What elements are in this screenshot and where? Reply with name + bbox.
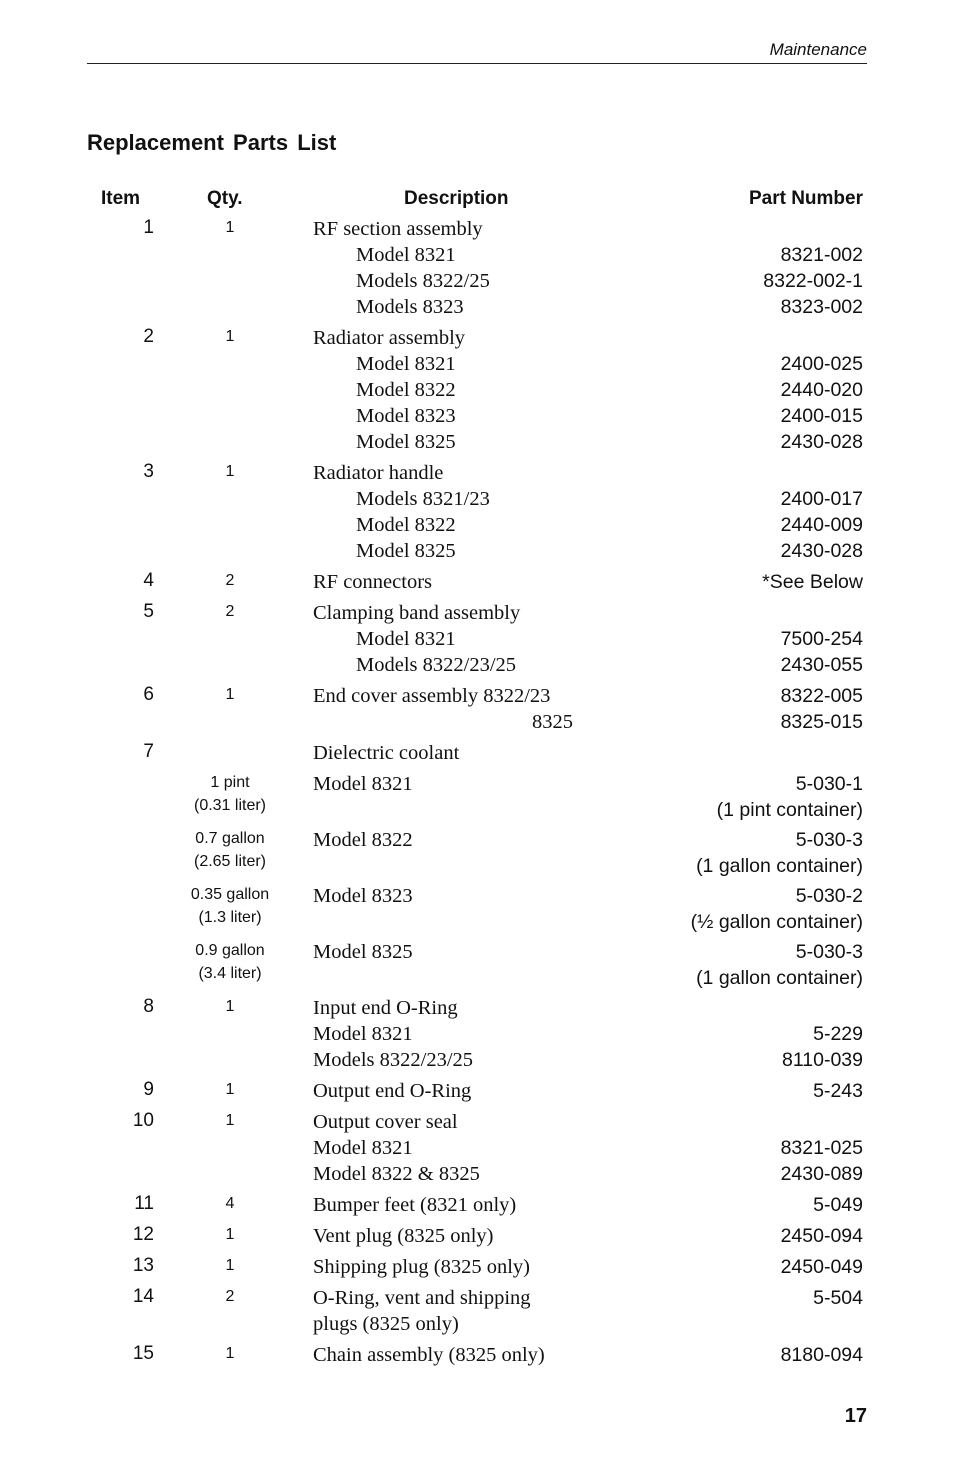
coolant-qty-amount: 0.7 gallon	[195, 830, 265, 847]
coolant-model: Model 8325	[313, 941, 413, 963]
sub-part-number: 2400-017	[780, 488, 863, 510]
sub-part-number	[643, 1311, 863, 1337]
sub-description: Model 8325	[356, 540, 456, 562]
item-qty	[154, 740, 306, 766]
sub-description: Model 8321	[313, 1023, 413, 1045]
table-row	[87, 683, 863, 740]
part-number-text: 8180-094	[780, 1344, 863, 1366]
table-row	[87, 325, 863, 460]
description-text: Input end O-Ring	[313, 997, 458, 1019]
qty-value: 1	[225, 686, 235, 703]
table-row	[87, 1109, 863, 1192]
item-description	[306, 1109, 643, 1187]
sub-description: Models 8323	[356, 296, 464, 318]
part-number-text: 5-504	[813, 1287, 863, 1309]
item-number: 3	[143, 461, 154, 482]
running-header	[87, 40, 867, 64]
coolant-row	[87, 939, 863, 995]
item-part-number	[643, 600, 863, 678]
item-part-number	[643, 1285, 863, 1337]
coolant-row	[87, 883, 863, 939]
item-part-number	[643, 325, 863, 455]
description-text: RF connectors	[313, 571, 432, 593]
sub-description: Model 8322	[356, 514, 456, 536]
description-text: Output cover seal	[313, 1111, 458, 1133]
item-qty	[154, 325, 306, 455]
description-text: Output end O-Ring	[313, 1080, 472, 1102]
coolant-qty	[154, 827, 306, 879]
table-row	[87, 1078, 863, 1109]
item-qty	[154, 216, 306, 320]
item-number: 8	[143, 996, 154, 1017]
sub-description: Models 8322/23/25	[313, 1049, 474, 1071]
item-qty	[154, 569, 306, 595]
sub-part-number: 2430-089	[780, 1163, 863, 1185]
qty-value: 1	[225, 463, 235, 480]
qty-value: 2	[225, 572, 235, 589]
sub-description: Model 8321	[356, 353, 456, 375]
coolant-row	[87, 827, 863, 883]
part-number-text	[643, 216, 863, 242]
header-section-name: Maintenance	[769, 40, 867, 59]
parts-table	[87, 186, 863, 1373]
part-number-text: 2450-094	[780, 1225, 863, 1247]
sub-part-number: 8323-002	[780, 296, 863, 318]
coolant-qty-liters: (0.31 liter)	[193, 797, 267, 814]
item-number: 2	[143, 326, 154, 347]
description-text: Radiator assembly	[313, 327, 466, 349]
part-number-text	[643, 600, 863, 626]
column-header-part-number: Part Number	[748, 188, 863, 209]
item-number: 11	[134, 1193, 154, 1214]
part-number-text: 2450-049	[780, 1256, 863, 1278]
item-qty	[154, 600, 306, 678]
qty-value: 1	[225, 219, 235, 236]
coolant-container: (1 pint container)	[716, 799, 863, 821]
item-description	[306, 1254, 643, 1280]
sub-part-number: 2400-015	[780, 405, 863, 427]
coolant-description	[306, 827, 643, 879]
item-description	[306, 569, 643, 595]
qty-value: 2	[225, 1288, 235, 1305]
sub-part-number: 8322-002-1	[763, 270, 863, 292]
item-description	[306, 1285, 643, 1337]
part-number-text	[643, 740, 863, 766]
coolant-part-number	[643, 827, 863, 879]
item-description	[306, 600, 643, 678]
item-description	[306, 1342, 643, 1368]
coolant-container: (½ gallon container)	[690, 911, 863, 933]
item-number: 10	[132, 1110, 154, 1131]
coolant-qty	[154, 939, 306, 991]
part-number-text	[643, 1109, 863, 1135]
table-row	[87, 995, 863, 1078]
item-qty	[154, 683, 306, 735]
sub-part-number: 2440-009	[780, 514, 863, 536]
part-number-text	[643, 995, 863, 1021]
item-number: 12	[132, 1224, 154, 1245]
column-header-description: Description	[404, 188, 509, 209]
item-description	[306, 1192, 643, 1218]
item-part-number	[643, 460, 863, 564]
coolant-model: Model 8322	[313, 829, 413, 851]
coolant-description	[306, 771, 643, 823]
table-body	[87, 216, 863, 1373]
item-qty	[154, 1192, 306, 1218]
item-number: 7	[143, 741, 154, 762]
item-part-number	[643, 1078, 863, 1104]
item-qty	[154, 1078, 306, 1104]
item-part-number	[643, 1342, 863, 1368]
coolant-row	[87, 771, 863, 827]
table-row	[87, 460, 863, 569]
sub-part-number: 8110-039	[782, 1049, 863, 1071]
item-number: 13	[132, 1255, 154, 1276]
coolant-qty-liters: (2.65 liter)	[193, 853, 267, 870]
item-part-number	[643, 1192, 863, 1218]
item-number: 6	[143, 684, 154, 705]
sub-part-number: 2430-055	[780, 654, 863, 676]
sub-part-number: 2400-025	[780, 353, 863, 375]
header-rule	[87, 63, 867, 64]
item-number: 5	[143, 601, 154, 622]
coolant-qty-amount: 0.35 gallon	[190, 886, 270, 903]
coolant-qty-amount: 1 pint	[210, 774, 250, 791]
coolant-part-number	[643, 771, 863, 823]
sub-description: Models 8322/23/25	[356, 654, 517, 676]
item-qty	[154, 1109, 306, 1187]
part-number-text	[643, 460, 863, 486]
sub-description: Model 8325	[356, 431, 456, 453]
qty-value: 1	[225, 1112, 235, 1129]
sub-part-number: 2430-028	[780, 431, 863, 453]
coolant-description	[306, 939, 643, 991]
item-qty	[154, 1285, 306, 1337]
coolant-model: Model 8321	[313, 773, 413, 795]
table-row	[87, 1342, 863, 1373]
table-row	[87, 1223, 863, 1254]
description-text: Vent plug (8325 only)	[313, 1225, 494, 1247]
sub-part-number: 2440-020	[780, 379, 863, 401]
table-row	[87, 740, 863, 771]
item-number: 14	[132, 1286, 154, 1307]
item-description	[306, 325, 643, 455]
table-row	[87, 569, 863, 600]
qty-value: 1	[225, 998, 235, 1015]
table-row	[87, 1254, 863, 1285]
description-text: RF section assembly	[313, 218, 483, 240]
table-header	[87, 186, 863, 216]
description-text: Bumper feet (8321 only)	[313, 1194, 517, 1216]
item-number: 4	[143, 570, 154, 591]
item-description	[306, 1078, 643, 1104]
item-qty	[154, 1342, 306, 1368]
item-part-number	[643, 683, 863, 735]
item-description	[306, 740, 643, 766]
item-description	[306, 460, 643, 564]
sub-part-number: 5-229	[813, 1023, 863, 1045]
coolant-part: 5-030-3	[795, 941, 863, 963]
item-description	[306, 216, 643, 320]
sub-part-number: 7500-254	[780, 628, 863, 650]
item-part-number	[643, 1223, 863, 1249]
column-header-item: Item	[101, 188, 141, 209]
sub-description: 8325	[532, 711, 573, 733]
item-number: 15	[132, 1343, 154, 1364]
sub-description: Model 8321	[313, 1137, 413, 1159]
sub-description: Model 8322 & 8325	[313, 1163, 480, 1185]
table-row	[87, 216, 863, 325]
qty-value: 1	[225, 1226, 235, 1243]
item-part-number	[643, 569, 863, 595]
sub-part-number: 8321-002	[780, 244, 863, 266]
coolant-qty	[154, 771, 306, 823]
sub-part-number: 2430-028	[780, 540, 863, 562]
description-text: Shipping plug (8325 only)	[313, 1256, 530, 1278]
item-qty	[154, 1254, 306, 1280]
coolant-part: 5-030-3	[795, 829, 863, 851]
coolant-qty-liters: (3.4 liter)	[198, 965, 262, 982]
coolant-qty	[154, 883, 306, 935]
part-number-text	[643, 325, 863, 351]
description-text: End cover assembly 8322/23	[313, 685, 551, 707]
item-part-number	[643, 1109, 863, 1187]
item-description	[306, 683, 643, 735]
coolant-description	[306, 883, 643, 935]
table-row	[87, 600, 863, 683]
description-text: Radiator handle	[313, 462, 444, 484]
sub-description: Models 8322/25	[356, 270, 490, 292]
item-part-number	[643, 1254, 863, 1280]
coolant-part-number	[643, 939, 863, 991]
column-header-qty: Qty.	[207, 188, 243, 209]
part-number-text: 5-049	[813, 1194, 863, 1216]
coolant-part-number	[643, 883, 863, 935]
item-qty	[154, 995, 306, 1073]
sub-description: Models 8321/23	[356, 488, 490, 510]
coolant-part: 5-030-1	[795, 773, 863, 795]
page-number: 17	[844, 1405, 867, 1427]
qty-value: 4	[225, 1195, 235, 1212]
coolant-model: Model 8323	[313, 885, 413, 907]
description-text: Chain assembly (8325 only)	[313, 1344, 545, 1366]
item-qty	[154, 460, 306, 564]
item-part-number	[643, 995, 863, 1073]
qty-value: 1	[225, 1257, 235, 1274]
coolant-qty-amount: 0.9 gallon	[195, 942, 265, 959]
part-number-text: 5-243	[813, 1080, 863, 1102]
sub-part-number: 8321-025	[780, 1137, 863, 1159]
coolant-container: (1 gallon container)	[696, 967, 863, 989]
description-text: Dielectric coolant	[313, 742, 460, 764]
sub-description: plugs (8325 only)	[313, 1313, 459, 1335]
item-part-number	[643, 740, 863, 766]
description-text: O-Ring, vent and shipping	[313, 1287, 531, 1309]
part-number-text: 8322-005	[780, 685, 863, 707]
description-text: Clamping band assembly	[313, 602, 521, 624]
qty-value: 1	[225, 1345, 235, 1362]
table-row	[87, 1285, 863, 1342]
sub-description: Model 8322	[356, 379, 456, 401]
sub-description: Model 8321	[356, 244, 456, 266]
item-qty	[154, 1223, 306, 1249]
sub-description: Model 8321	[356, 628, 456, 650]
item-description	[306, 1223, 643, 1249]
sub-description: Model 8323	[356, 405, 456, 427]
sub-part-number: 8325-015	[780, 711, 863, 733]
item-description	[306, 995, 643, 1073]
qty-value: 2	[225, 603, 235, 620]
coolant-qty-liters: (1.3 liter)	[198, 909, 262, 926]
table-row	[87, 1192, 863, 1223]
coolant-container: (1 gallon container)	[696, 855, 863, 877]
qty-value: 1	[225, 328, 235, 345]
item-number: 1	[143, 217, 154, 238]
coolant-part: 5-030-2	[795, 885, 863, 907]
item-part-number	[643, 216, 863, 320]
page-title: Replacement Parts List	[87, 130, 337, 155]
item-number: 9	[143, 1079, 154, 1100]
part-number-text: *See Below	[762, 571, 863, 593]
qty-value: 1	[225, 1081, 235, 1098]
